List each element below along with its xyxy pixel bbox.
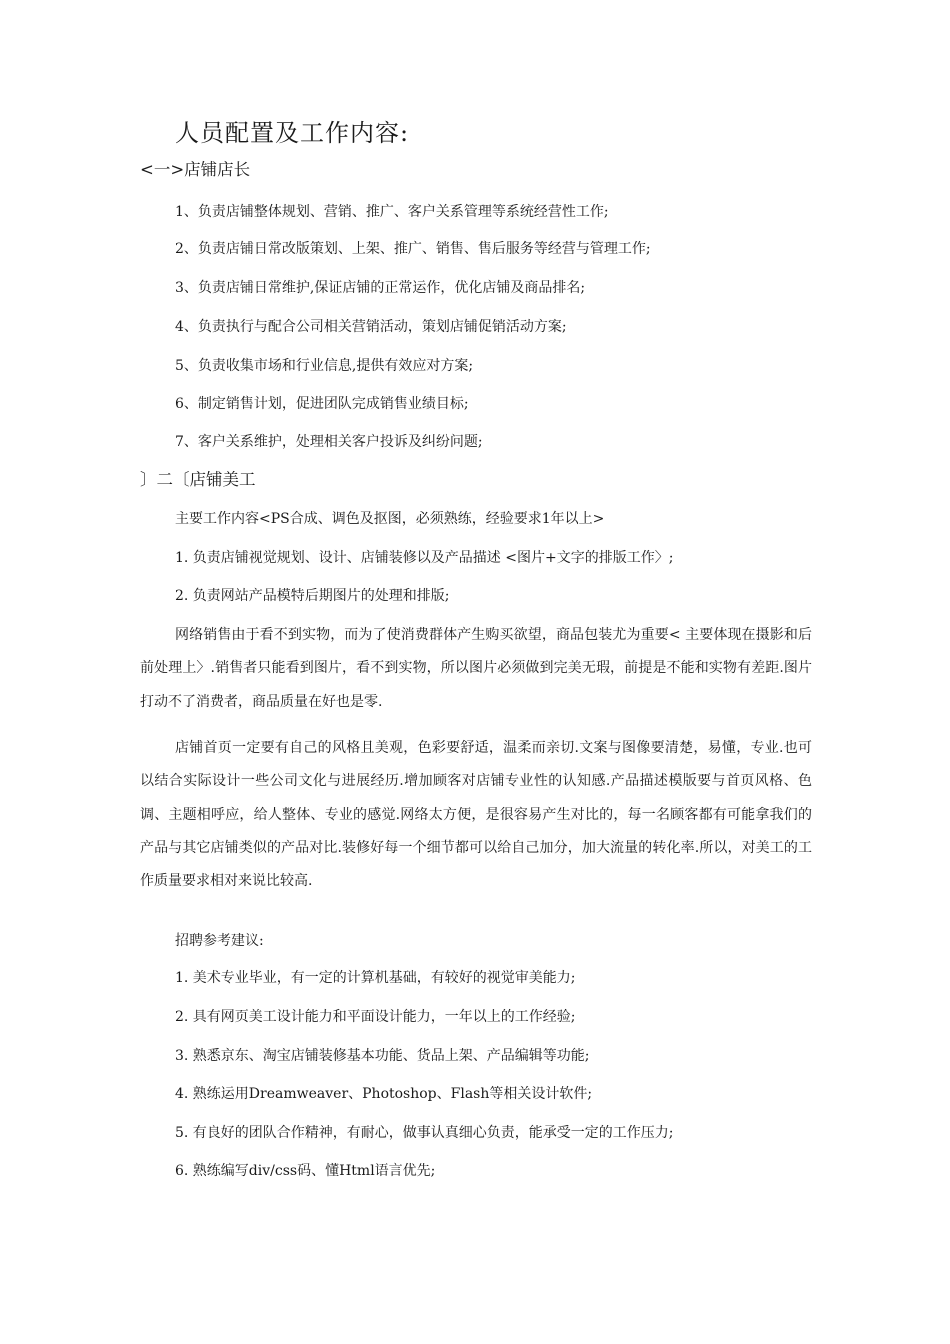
list-item: 5、负责收集市场和行业信息,提供有效应对方案; xyxy=(175,358,474,374)
recommend-label: 招聘参考建议: xyxy=(175,933,264,949)
body-paragraph: 网络销售由于看不到实物，而为了使消费群体产生购买欲望，商品包装尤为重要< 主要体现在摄影和后前处理上〉.销售者只能看到图片，看不到实物，所以图片必须做到完美无瑕，前提是不能和实物有差距.图片打动不了消费者，商品质量在好也是零. xyxy=(140,627,812,710)
list-item: 3. 熟悉京东、淘宝店铺装修基本功能、货品上架、产品编辑等功能; xyxy=(175,1048,590,1064)
list-item: 2. 负责网站产品模特后期图片的处理和排版; xyxy=(175,588,450,604)
list-item: 5. 有良好的团队合作精神，有耐心，做事认真细心负责，能承受一定的工作压力; xyxy=(175,1125,674,1141)
list-item: 6. 熟练编写div/css码、懂Html语言优先; xyxy=(175,1163,436,1179)
list-item: 4. 熟练运用Dreamweaver、Photoshop、Flash等相关设计软件; xyxy=(175,1086,593,1102)
list-item: 2、负责店铺日常改版策划、上架、推广、销售、售后服务等经营与管理工作; xyxy=(175,241,651,257)
section-heading-store-manager: <一>店铺店长 xyxy=(140,160,251,179)
list-item: 1、负责店铺整体规划、营销、推广、客户关系管理等系统经营性工作; xyxy=(175,204,609,220)
list-item: 4、负责执行与配合公司相关营销活动，策划店铺促销活动方案; xyxy=(175,319,567,335)
list-item: 1. 负责店铺视觉规划、设计、店铺装修以及产品描述 <图片+文字的排版工作〉; xyxy=(175,550,674,566)
section-heading-store-designer: 〕二〔店铺美工 xyxy=(140,470,256,489)
page-title: 人员配置及工作内容: xyxy=(175,119,410,147)
list-item: 3、负责店铺日常维护,保证店铺的正常运作，优化店铺及商品排名; xyxy=(175,280,586,296)
list-item: 1. 美术专业毕业，有一定的计算机基础，有较好的视觉审美能力; xyxy=(175,970,576,986)
list-item: 7、客户关系维护，处理相关客户投诉及纠纷问题; xyxy=(175,434,483,450)
list-item: 2. 具有网页美工设计能力和平面设计能力，一年以上的工作经验; xyxy=(175,1009,576,1025)
body-paragraph: 店铺首页一定要有自己的风格且美观，色彩要舒适，温柔而亲切.文案与图像要清楚，易懂，专业.也可以结合实际设计一些公司文化与进展经历.增加顾客对店铺专业性的认知感.产品描述模版要与首页风格、色调、主题相呼应，给人整体、专业的感觉.网络太方便，是很容易产生对比的，每一名顾客都有可能拿我们的产品与其它店铺类似的产品对比.装修好每一个细节都可以给自己加分，加大流量的转化率.所以，对美工的工作质量要求相对来说比较高. xyxy=(140,740,812,890)
list-item: 6、制定销售计划，促进团队完成销售业绩目标; xyxy=(175,396,469,412)
section-intro: 主要工作内容<PS合成、调色及抠图，必须熟练，经验要求1年以上> xyxy=(175,511,605,527)
